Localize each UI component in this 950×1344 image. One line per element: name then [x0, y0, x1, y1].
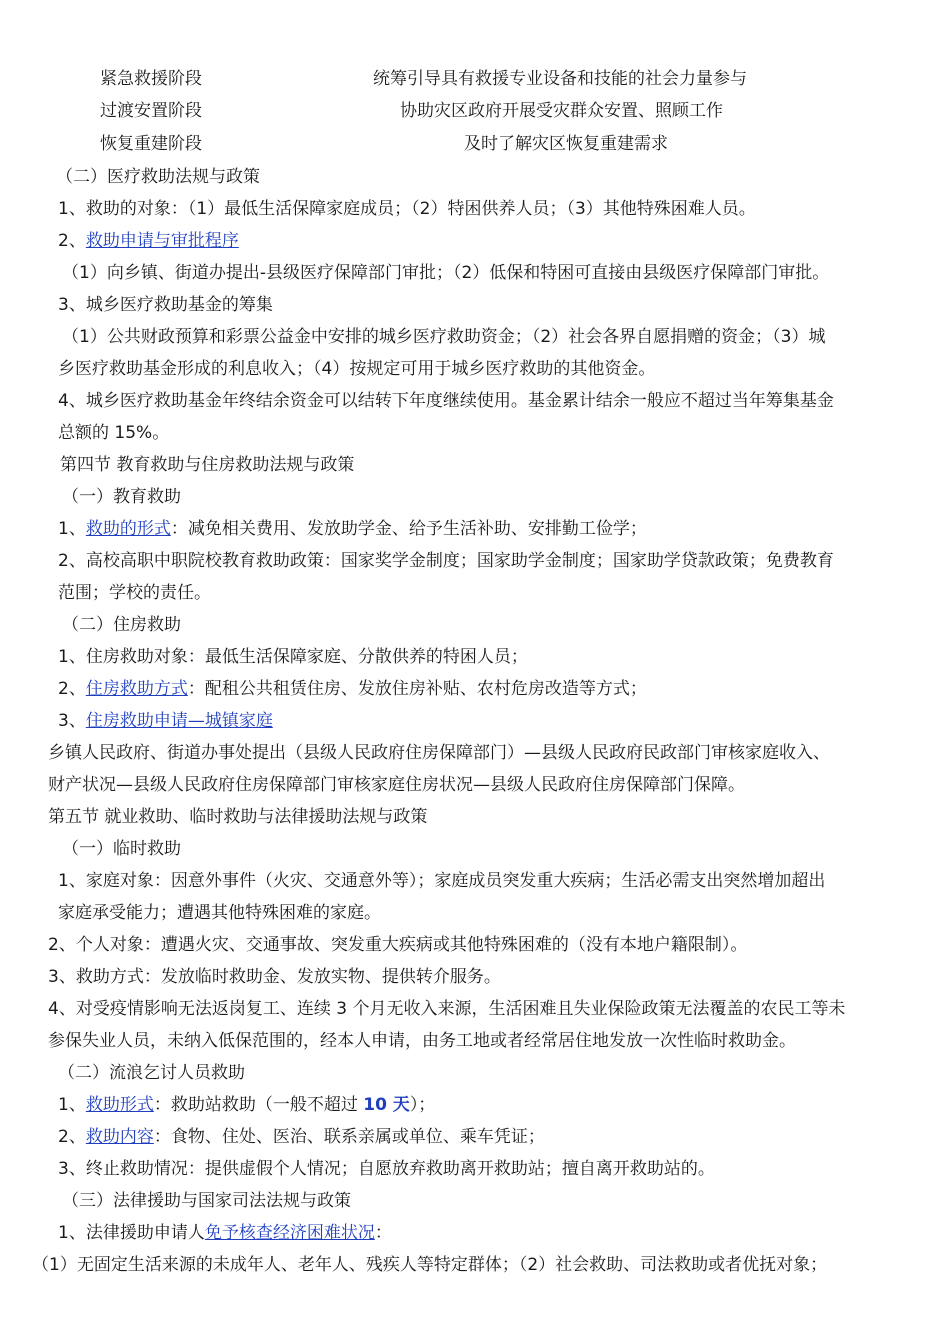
- begging-item-2-prefix: 2、: [58, 1127, 86, 1147]
- begging-days-highlight: 10 天: [363, 1095, 410, 1115]
- legal-item-1: [58, 1222, 392, 1244]
- temp-item-4-2: 参保失业人员，未纳入低保范围的，经本人申请，由务工地或者经常居住地发放一次性临时救助金。: [48, 1031, 796, 1051]
- begging-form-link[interactable]: 救助形式: [85, 1095, 154, 1115]
- edu-item-2-1: 2、高校高职中职院校教育救助政策：国家奖学金制度；国家助学金制度；国家助学贷款政策；免费教育: [58, 551, 834, 571]
- edu-form-link[interactable]: 救助的形式: [85, 519, 171, 539]
- section5-heading: 第五节 就业救助、临时救助与法律援助法规与政策: [48, 807, 428, 827]
- begging-item-1-mid: ：救助站救助（一般不超过: [153, 1095, 364, 1115]
- temp-item-3: 3、救助方式：发放临时救助金、发放实物、提供转介服务。: [48, 967, 501, 987]
- temp-item-4-1: 4、对受疫情影响无法返岗复工、连续 3 个月无收入来源，生活困难且失业保险政策无法覆盖的农民工等未: [48, 999, 846, 1019]
- begging-item-2: [58, 1126, 545, 1148]
- begging-item-1-prefix: 1、: [58, 1095, 86, 1115]
- housing-item-2: [58, 678, 647, 700]
- begging-item-2-rest: ：食物、住处、医治、联系亲属或单位、乘车凭证；: [153, 1127, 545, 1147]
- temp-item-1-2: 家庭承受能力；遭遇其他特殊困难的家庭。: [58, 903, 381, 923]
- stage-emergency-desc: 统筹引导具有救援专业设备和技能的社会力量参与: [373, 69, 747, 89]
- legal-item-1-detail: （1）无固定生活来源的未成年人、老年人、残疾人等特定群体；（2）社会救助、司法救助或者优抚对象；: [32, 1255, 828, 1275]
- medical-item-1: 1、救助的对象：（1）最低生活保障家庭成员；（2）特困供养人员；（3）其他特殊困难人员。: [58, 199, 756, 219]
- edu-item-2-2: 范围；学校的责任。: [58, 583, 211, 603]
- legal-item-1-end: ：: [374, 1223, 392, 1243]
- edu-item-1-prefix: 1、: [58, 519, 86, 539]
- edu-item-1: [58, 518, 647, 540]
- medical-item-2-detail: （1）向乡镇、街道办提出-县级医疗保障部门审批；（2）低保和特困可直接由县级医疗保障部门审批。: [62, 263, 830, 283]
- begging-item-1: [58, 1094, 435, 1116]
- begging-item-1-end: ）；: [409, 1095, 436, 1115]
- begging-heading: （二）流浪乞讨人员救助: [58, 1063, 245, 1083]
- legal-heading: （三）法律援助与国家司法法规与政策: [62, 1191, 351, 1211]
- medical-item-3: 3、城乡医疗救助基金的筹集: [58, 295, 273, 315]
- section4-heading: 第四节 教育救助与住房救助法规与政策: [60, 455, 355, 475]
- stage-transition-name: 过渡安置阶段: [100, 101, 202, 121]
- medical-heading: （二）医疗救助法规与政策: [56, 167, 260, 187]
- medical-item-4-1: 4、城乡医疗救助基金年终结余资金可以结转下年度继续使用。基金累计结余一般应不超过当年筹集基金: [58, 391, 834, 411]
- housing-heading: （二）住房救助: [62, 615, 181, 635]
- begging-item-3: 3、终止救助情况：提供虚假个人情况；自愿放弃救助离开救助站；擅自离开救助站的。: [58, 1159, 715, 1179]
- edu-item-1-rest: ：减免相关费用、发放助学金、给予生活补助、安排勤工俭学；: [170, 519, 647, 539]
- housing-item-2-rest: ：配租公共租赁住房、发放住房补贴、农村危房改造等方式；: [187, 679, 647, 699]
- medical-item-3-detail-1: （1）公共财政预算和彩票公益金中安排的城乡医疗救助资金；（2）社会各界自愿捐赠的资金；（3）城: [62, 327, 826, 347]
- stage-emergency-name: 紧急救援阶段: [100, 69, 202, 89]
- housing-item-3-prefix: 3、: [58, 711, 86, 731]
- housing-application-link[interactable]: 住房救助申请—城镇家庭: [85, 711, 273, 731]
- temp-item-2: 2、个人对象：遭遇火灾、交通事故、突发重大疾病或其他特殊困难的（没有本地户籍限制）。: [48, 935, 748, 955]
- medical-item-2: [58, 230, 239, 252]
- stage-transition-desc: 协助灾区政府开展受灾群众安置、照顾工作: [400, 101, 723, 121]
- edu-heading: （一）教育救助: [62, 487, 181, 507]
- housing-item-3: [58, 710, 273, 732]
- temp-item-1-1: 1、家庭对象：因意外事件（火灾、交通意外等）；家庭成员突发重大疾病；生活必需支出突然增加超出: [58, 871, 826, 891]
- housing-item-3-detail-1: 乡镇人民政府、街道办事处提出（县级人民政府住房保障部门）—县级人民政府民政部门审核家庭收入、: [48, 743, 830, 763]
- housing-item-2-prefix: 2、: [58, 679, 86, 699]
- stage-recovery-name: 恢复重建阶段: [100, 134, 202, 154]
- medical-item-3-detail-2: 乡医疗救助基金形成的利息收入；（4）按规定可用于城乡医疗救助的其他资金。: [58, 359, 656, 379]
- temp-heading: （一）临时救助: [62, 839, 181, 859]
- housing-item-1: 1、住房救助对象：最低生活保障家庭、分散供养的特困人员；: [58, 647, 528, 667]
- legal-item-1-prefix: 1、法律援助申请人: [58, 1223, 205, 1243]
- stage-recovery-desc: 及时了解灾区恢复重建需求: [464, 134, 668, 154]
- begging-content-link[interactable]: 救助内容: [85, 1127, 154, 1147]
- housing-item-3-detail-2: 财产状况—县级人民政府住房保障部门审核家庭住房状况—县级人民政府住房保障部门保障。: [48, 775, 745, 795]
- medical-item-4-2: 总额的 15%。: [58, 423, 170, 443]
- medical-approval-link[interactable]: 救助申请与审批程序: [85, 231, 239, 251]
- medical-item-2-prefix: 2、: [58, 231, 86, 251]
- legal-exemption-link[interactable]: 免予核查经济困难状况: [204, 1223, 375, 1243]
- housing-method-link[interactable]: 住房救助方式: [85, 679, 188, 699]
